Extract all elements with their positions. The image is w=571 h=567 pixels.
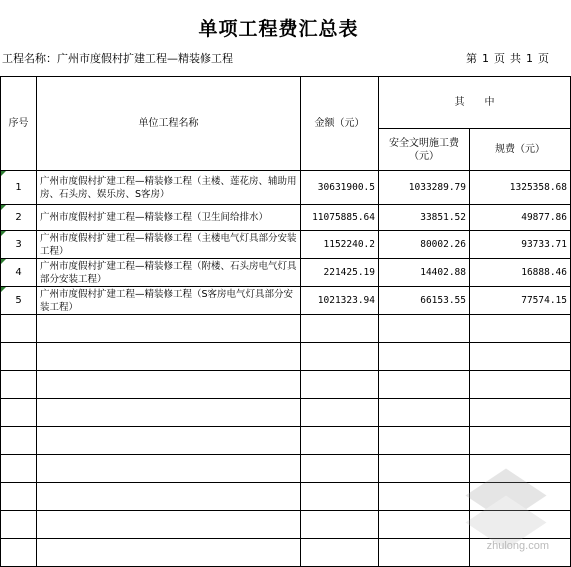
row-safety: 80002.26: [379, 231, 470, 259]
cell-comment-marker: [1, 171, 6, 176]
row-seq: [1, 287, 37, 315]
cell-comment-marker: [1, 205, 6, 210]
header-of-which: 其 中: [379, 77, 571, 129]
page-label-4: 页: [538, 52, 549, 65]
row-fees: 16888.46: [470, 259, 571, 287]
row-amount: 1152240.2: [301, 231, 379, 259]
empty-cell: [37, 511, 301, 539]
table-row: [1, 205, 571, 231]
empty-cell: [37, 315, 301, 343]
empty-cell: [379, 427, 470, 455]
row-amount: 11075885.64: [301, 205, 379, 231]
row-seq: [1, 205, 37, 231]
table-row: [1, 259, 571, 287]
row-name: 广州市度假村扩建工程—精装修工程（卫生间给排水）: [37, 205, 301, 231]
row-fees: 1325358.68: [470, 171, 571, 205]
empty-cell: [37, 483, 301, 511]
table-row: [1, 231, 571, 259]
empty-cell: [379, 343, 470, 371]
watermark-text: zhulong.com: [486, 540, 549, 552]
empty-cell: [1, 427, 37, 455]
empty-row: [1, 371, 571, 399]
row-safety: 33851.52: [379, 205, 470, 231]
empty-cell: [301, 511, 379, 539]
empty-cell: [1, 315, 37, 343]
header-fees: 规费（元）: [470, 129, 571, 171]
row-seq-text: 5: [15, 295, 22, 306]
row-seq-text: 3: [15, 239, 22, 250]
empty-row: [1, 315, 571, 343]
empty-cell: [379, 455, 470, 483]
empty-cell: [37, 427, 301, 455]
empty-row: [1, 427, 571, 455]
empty-cell: [1, 343, 37, 371]
row-seq: [1, 259, 37, 287]
empty-row: [1, 343, 571, 371]
row-name: 广州市度假村扩建工程—精装修工程（附楼、石头房电气灯具部分安装工程）: [37, 259, 301, 287]
empty-cell: [301, 315, 379, 343]
empty-cell: [301, 343, 379, 371]
header-amount: 金额（元）: [301, 77, 379, 171]
empty-cell: [301, 483, 379, 511]
empty-cell: [470, 315, 571, 343]
row-safety: 66153.55: [379, 287, 470, 315]
row-seq: [1, 231, 37, 259]
row-amount: 221425.19: [301, 259, 379, 287]
empty-cell: [37, 343, 301, 371]
row-fees: 77574.15: [470, 287, 571, 315]
row-seq: [1, 171, 37, 205]
row-name: 广州市度假村扩建工程—精装修工程（主楼电气灯具部分安装工程）: [37, 231, 301, 259]
page-number: 1: [482, 52, 489, 65]
empty-cell: [301, 427, 379, 455]
empty-cell: [1, 371, 37, 399]
row-name: 广州市度假村扩建工程—精装修工程（S客房电气灯具部分安装工程）: [37, 287, 301, 315]
empty-cell: [37, 539, 301, 567]
empty-cell: [1, 455, 37, 483]
row-name: 广州市度假村扩建工程—精装修工程（主楼、莲花房、辅助用房、石头房、娱乐房、S客房）: [37, 171, 301, 205]
page-title: 单项工程费汇总表: [198, 18, 359, 40]
row-safety: 14402.88: [379, 259, 470, 287]
empty-cell: [379, 511, 470, 539]
empty-cell: [1, 511, 37, 539]
empty-cell: [301, 399, 379, 427]
empty-cell: [379, 539, 470, 567]
row-seq-text: 1: [15, 182, 22, 193]
empty-cell: [1, 399, 37, 427]
row-amount: 1021323.94: [301, 287, 379, 315]
page-total: 1: [526, 52, 533, 65]
header-safety: 安全文明施工费（元）: [379, 129, 470, 171]
empty-cell: [470, 371, 571, 399]
empty-cell: [379, 315, 470, 343]
project-name: 工程名称：广州市度假村扩建工程—精装修工程: [2, 52, 233, 65]
empty-cell: [470, 343, 571, 371]
empty-cell: [37, 399, 301, 427]
table-row: [1, 287, 571, 315]
empty-cell: [301, 371, 379, 399]
empty-cell: [37, 371, 301, 399]
page-label-3: 共: [510, 52, 521, 65]
empty-cell: [1, 539, 37, 567]
page-label-1: 第: [466, 52, 477, 65]
empty-cell: [1, 483, 37, 511]
header-name: 单位工程名称: [37, 77, 301, 171]
empty-cell: [301, 539, 379, 567]
cell-comment-marker: [1, 287, 6, 292]
page-info: [466, 50, 554, 66]
row-seq-text: 4: [15, 267, 22, 278]
row-fees: 93733.71: [470, 231, 571, 259]
empty-cell: [37, 455, 301, 483]
empty-row: [1, 399, 571, 427]
empty-cell: [470, 399, 571, 427]
cell-comment-marker: [1, 231, 6, 236]
header-seq: 序号: [1, 77, 37, 171]
cell-comment-marker: [1, 259, 6, 264]
row-safety: 1033289.79: [379, 171, 470, 205]
empty-cell: [379, 483, 470, 511]
row-fees: 49877.86: [470, 205, 571, 231]
table-row: [1, 171, 571, 205]
empty-cell: [379, 399, 470, 427]
row-seq-text: 2: [15, 212, 22, 223]
empty-cell: [301, 455, 379, 483]
empty-cell: [470, 427, 571, 455]
page-label-2: 页: [494, 52, 505, 65]
empty-cell: [379, 371, 470, 399]
row-amount: 30631900.5: [301, 171, 379, 205]
